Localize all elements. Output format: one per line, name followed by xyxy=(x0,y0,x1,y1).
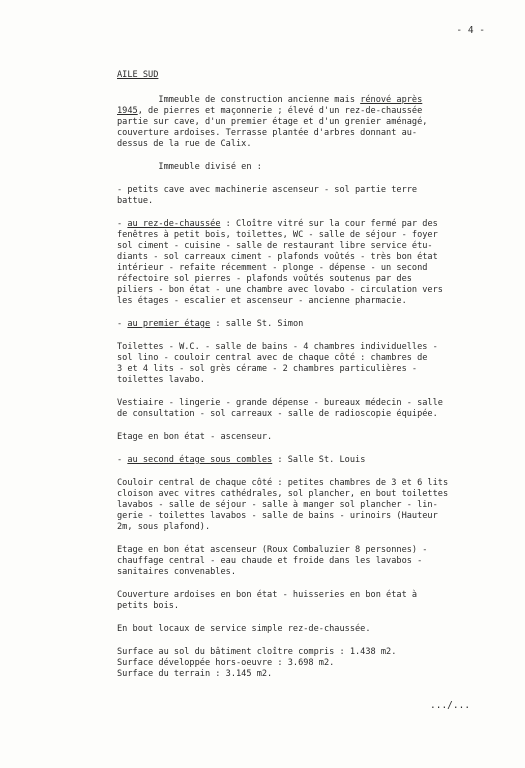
text-segment: piliers - bon état - une chambre avec lovabo - circulation vers xyxy=(117,285,443,295)
text-line xyxy=(117,230,438,241)
continuation-mark: .../... xyxy=(430,700,471,711)
text-line xyxy=(117,669,272,680)
underlined-heading: au rez-de-chaussée xyxy=(127,219,221,229)
text-line xyxy=(117,128,417,139)
text-segment: cloison avec vitres cathédrales, sol plancher, en bout toilettes xyxy=(117,489,449,499)
text-segment: de consultation - sol carreaux - salle de radioscopie équipée. xyxy=(117,409,438,419)
text-line xyxy=(117,296,407,307)
text-line xyxy=(117,658,334,669)
text-segment: les étages - escalier et ascenseur - ancienne pharmacie. xyxy=(117,296,407,306)
text-line xyxy=(117,556,422,567)
text-line xyxy=(117,364,417,375)
text-segment: 3 et 4 lits - sol grès cérame - 2 chambres particulières - xyxy=(117,364,418,374)
text-segment: intérieur - refaite récemment - plonge - dépense - un second xyxy=(117,263,428,273)
text-line xyxy=(117,478,448,489)
text-segment: couverture ardoises. Terrasse plantée d'arbres donnant au- xyxy=(117,128,418,138)
text-line xyxy=(117,375,205,386)
text-segment: Immeuble de construction ancienne mais xyxy=(117,95,361,105)
underlined-heading: 1945 xyxy=(117,106,138,116)
text-line xyxy=(117,522,210,533)
text-segment: 2m, sous plafond). xyxy=(117,522,211,532)
text-line xyxy=(117,117,427,128)
text-segment: dessus de la rue de Calix. xyxy=(117,139,252,149)
text-segment: En bout locaux de service simple rez-de-chaussée. xyxy=(117,624,371,634)
text-segment: - xyxy=(117,455,128,465)
text-line xyxy=(117,590,417,601)
text-line xyxy=(117,409,438,420)
text-segment: fenêtres à petit bois, toilettes, WC - salle de séjour - foyer xyxy=(117,230,438,240)
text-line xyxy=(117,162,262,173)
text-line xyxy=(117,70,158,81)
text-line xyxy=(117,455,365,466)
text-line xyxy=(117,511,438,522)
text-line xyxy=(117,500,438,511)
text-segment: gerie - toilettes lavabos - salle de bains - urinoirs (Hauteur xyxy=(117,511,438,521)
text-segment: sanitaires convenables. xyxy=(117,567,236,577)
text-segment: : Cloître vitré sur la cour fermé par des xyxy=(220,219,438,229)
text-line xyxy=(117,185,417,196)
text-line xyxy=(117,196,153,207)
text-segment: petits bois. xyxy=(117,601,180,611)
text-segment: - xyxy=(117,319,128,329)
text-segment: Etage en bon état ascenseur (Roux Combaluzier 8 personnes) - xyxy=(117,545,428,555)
text-line xyxy=(117,241,433,252)
underlined-heading: AILE SUD xyxy=(117,70,159,80)
text-line xyxy=(117,567,236,578)
text-line xyxy=(117,274,412,285)
text-line xyxy=(117,263,427,274)
text-segment: Vestiaire - lingerie - grande dépense - bureaux médecin - salle xyxy=(117,398,443,408)
text-line xyxy=(117,647,396,658)
text-segment: Surface du terrain : 3.145 m2. xyxy=(117,669,273,679)
text-segment: Etage en bon état - ascenseur. xyxy=(117,432,273,442)
text-segment: partie sur cave, d'un premier étage et d'un grenier aménagé, xyxy=(117,117,428,127)
text-line xyxy=(117,252,438,263)
underlined-heading: rénové après xyxy=(360,95,423,105)
text-segment: Surface au sol du bâtiment cloître compris : 1.438 m2. xyxy=(117,647,397,657)
text-line xyxy=(117,139,252,150)
text-segment: réfectoire sol pierres - plafonds voûtés soutenus par des xyxy=(117,274,412,284)
text-segment: - xyxy=(117,219,128,229)
text-line xyxy=(117,545,427,556)
text-segment: sol ciment - cuisine - salle de restaurant libre service étu- xyxy=(117,241,433,251)
text-line xyxy=(117,353,427,364)
text-segment: Couverture ardoises en bon état - huisseries en bon état à xyxy=(117,590,418,600)
text-segment: diants - sol carreaux ciment - plafonds voûtés - très bon état xyxy=(117,252,438,262)
page-number: - 4 - xyxy=(456,25,485,36)
text-segment: Immeuble divisé en : xyxy=(117,162,262,172)
text-line xyxy=(117,285,443,296)
text-line xyxy=(117,219,438,230)
text-segment: : salle St. Simon xyxy=(210,319,304,329)
text-segment: Toilettes - W.C. - salle de bains - 4 chambres individuelles - xyxy=(117,342,438,352)
text-segment: Couloir central de chaque côté : petites chambres de 3 et 6 lits xyxy=(117,478,449,488)
text-line xyxy=(117,432,272,443)
text-line xyxy=(117,398,443,409)
text-line xyxy=(117,601,179,612)
underlined-heading: au premier étage xyxy=(127,319,211,329)
underlined-heading: au second étage sous combles xyxy=(127,455,273,465)
text-segment: , de pierres et maçonnerie ; élevé d'un rez-de-chaussée xyxy=(137,106,423,116)
text-line xyxy=(117,95,422,106)
text-segment: chauffage central - eau chaude et froide dans les lavabos - xyxy=(117,556,423,566)
text-segment: lavabos - salle de séjour - salle à manger sol plancher - lin- xyxy=(117,500,438,510)
text-segment: toilettes lavabo. xyxy=(117,375,205,385)
text-segment: sol lino - couloir central avec de chaque côté : chambres de xyxy=(117,353,428,363)
text-line xyxy=(117,342,438,353)
text-segment: battue. xyxy=(117,196,154,206)
text-segment: - petits cave avec machinerie ascenseur - sol partie terre xyxy=(117,185,418,195)
text-line xyxy=(117,106,422,117)
text-line xyxy=(117,624,371,635)
text-line xyxy=(117,489,448,500)
text-segment: Surface développée hors-oeuvre : 3.698 m2. xyxy=(117,658,335,668)
text-segment: : Salle St. Louis xyxy=(272,455,366,465)
text-line xyxy=(117,319,303,330)
